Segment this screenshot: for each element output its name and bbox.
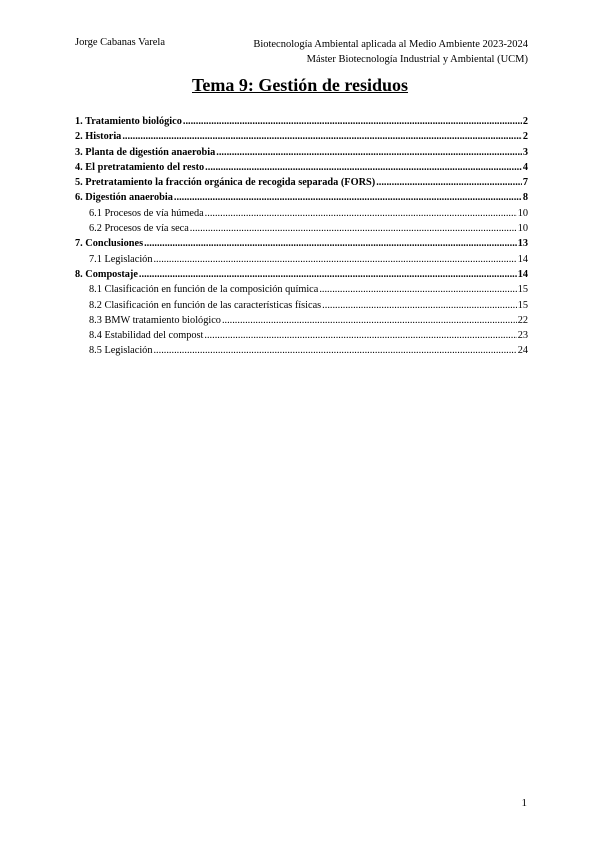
toc-entry-label: 4. El pretratamiento del resto <box>75 161 205 173</box>
toc-entry-page: 2 <box>522 116 528 127</box>
toc-dot-leader <box>183 116 522 127</box>
toc-entry[interactable] <box>75 300 528 315</box>
toc-entry[interactable] <box>75 131 528 146</box>
header-author: Jorge Cabanas Varela <box>75 37 165 48</box>
toc-entry-label: 7.1 Legislación <box>89 253 153 265</box>
header-course <box>253 37 528 67</box>
toc-entry-label: 8. Compostaje <box>75 268 138 280</box>
toc-entry[interactable] <box>75 269 528 284</box>
toc-entry[interactable] <box>75 345 528 360</box>
toc-entry-label: 8.4 Estabilidad del compost <box>89 330 204 342</box>
toc-entry-label: 6. Digestión anaerobia <box>75 192 173 204</box>
toc-dot-leader <box>216 147 522 158</box>
toc-entry[interactable] <box>75 238 528 253</box>
toc-entry-page: 22 <box>517 314 528 326</box>
toc-entry[interactable] <box>75 284 528 299</box>
toc-dot-leader <box>144 238 517 249</box>
toc-dot-leader <box>322 300 517 311</box>
toc-entry[interactable] <box>75 116 528 131</box>
toc-entry-page: 13 <box>517 238 528 250</box>
toc-entry-page: 24 <box>517 345 528 357</box>
toc-dot-leader <box>204 330 516 341</box>
toc-dot-leader <box>139 269 517 280</box>
toc-entry-label: 3. Planta de digestión anaerobia <box>75 146 216 158</box>
toc-entry-page: 7 <box>522 177 528 189</box>
header-course-line2: Máster Biotecnología Industrial y Ambiental (UCM) <box>306 54 528 65</box>
toc-entry-label: 8.3 BMW tratamiento biológico <box>89 314 221 326</box>
toc-entry-page: 10 <box>517 223 528 235</box>
header-course-line1: Biotecnología Ambiental aplicada al Medio Ambiente 2023-2024 <box>253 39 528 50</box>
toc-dot-leader <box>122 131 522 142</box>
toc-entry-label: 6.2 Procesos de vía seca <box>89 223 189 235</box>
toc-entry[interactable] <box>75 254 528 269</box>
toc-dot-leader <box>153 254 516 265</box>
toc-entry-page: 14 <box>517 268 528 280</box>
table-of-contents <box>75 116 528 361</box>
toc-entry-page: 8 <box>522 192 528 204</box>
toc-dot-leader <box>205 162 522 173</box>
toc-entry-page: 15 <box>517 299 528 311</box>
toc-dot-leader <box>205 208 517 219</box>
toc-entry-page: 3 <box>522 146 528 158</box>
toc-dot-leader <box>174 192 522 203</box>
toc-entry-label: 1. Tratamiento biológico <box>75 116 182 127</box>
toc-entry[interactable] <box>75 223 528 238</box>
toc-entry[interactable] <box>75 162 528 177</box>
document-title: Tema 9: Gestión de residuos <box>191 75 409 95</box>
toc-entry-page: 14 <box>517 253 528 265</box>
toc-entry[interactable] <box>75 147 528 162</box>
toc-entry-page: 23 <box>517 330 528 342</box>
toc-dot-leader <box>153 345 516 356</box>
toc-entry-label: 8.2 Clasificación en función de las características físicas <box>89 299 322 311</box>
toc-entry-page: 10 <box>517 207 528 219</box>
toc-entry-label: 5. Pretratamiento la fracción orgánica de recogida separada (FORS) <box>75 177 376 189</box>
toc-entry[interactable] <box>75 192 528 207</box>
toc-entry[interactable] <box>75 315 528 330</box>
toc-entry[interactable] <box>75 208 528 223</box>
toc-entry-page: 2 <box>522 131 528 143</box>
toc-entry-page: 15 <box>517 284 528 296</box>
footer-page-number: 1 <box>521 797 527 809</box>
toc-dot-leader <box>190 223 517 234</box>
toc-entry-page: 4 <box>522 161 528 173</box>
toc-entry-label: 6.1 Procesos de vía húmeda <box>89 207 204 219</box>
toc-entry-label: 8.1 Clasificación en función de la composición química <box>89 284 319 296</box>
toc-dot-leader <box>376 177 522 188</box>
toc-entry[interactable] <box>75 177 528 192</box>
toc-entry-label: 2. Historia <box>75 131 122 143</box>
toc-dot-leader <box>222 315 517 326</box>
toc-entry-label: 8.5 Legislación <box>89 345 153 357</box>
toc-entry-label: 7. Conclusiones <box>75 238 144 250</box>
toc-entry[interactable] <box>75 330 528 345</box>
toc-dot-leader <box>319 284 516 295</box>
